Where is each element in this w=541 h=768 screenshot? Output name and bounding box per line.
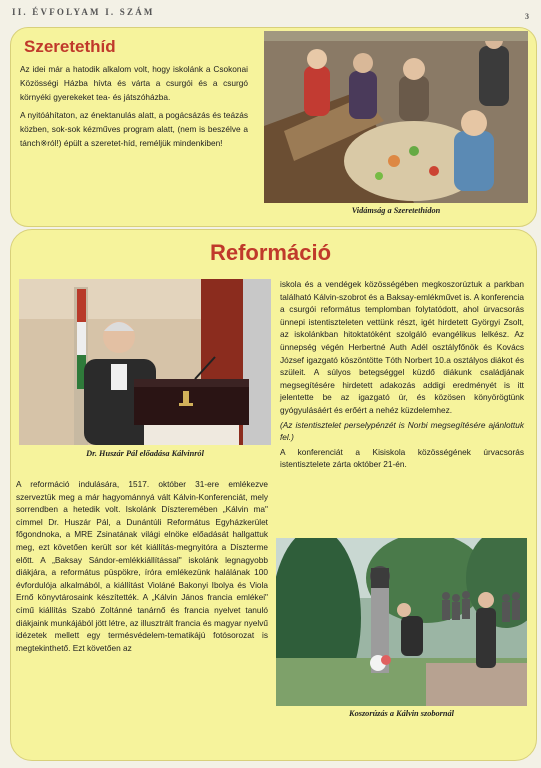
article2-left-paragraph: A reformáció indulására, 1517. október 31-ere emlékezve szerveztük meg a már hagyománnyá vált Kálvin-Konferenciát, mely sorrendben a hetedik volt. Iskolánk Díszteremében „Kálvin ma" címmel Dr. Huszár Pál, a Dunántúli Református Egyházkerület főgondnoka, a MRE Zsinatának világi elnöke előadását hallgattuk meg, ezt követően került sor két kiállítás-megnyitóra a Díszterme előtt. A „Baksay Sándor-emlékkiállítással" iskolánk legnagyobb diákjára, a református püspökre, íróra emlékezünk halálának 100 évfordulója alkalmából, a kiállítást Violáné Bakonyi Ibolya és Viola Ernő könyvtárosaink készítették. A „Kálvin János francia emlékei" című kiállítás Szabó Zoltánné tanárnő és francia nyelvet tanuló diákjaink munkájából jött létre, az illusztrált francia és magyar nyelvű idézetek mellett egy termésvédelem-tematikájú fotósorozat is megtekinthető. Ezt követően az	[16, 479, 268, 653]
article2-title: Reformáció	[209, 240, 332, 265]
issue-header: II. ÉVFOLYAM I. SZÁM	[12, 7, 155, 17]
article2-left-text	[16, 478, 268, 656]
article1-paragraph-2: A nyitóáhítaton, az énektanulás alatt, a pogácsázás és teázás közben, sok-sok kézműves program alatt, (nem is beszélve a tánch※ról!) épült a szeretet-híd, reméljük mindenkiben!	[20, 110, 248, 148]
article1-title: Szeretethíd	[24, 37, 116, 56]
article1-text	[20, 62, 248, 154]
statue-wreath-photo	[276, 538, 527, 706]
article1-paragraph-1: Az idei már a hatodik alkalom volt, hogy iskolánk a Csokonai Közösségi Házba hívta és várta a csurgói és a csurgó környéki gyerekeket tea- és játszóházba.	[20, 64, 248, 102]
page-number: 3	[525, 12, 529, 21]
statue-photo-caption: Koszorúzás a Kálvin szobornál	[349, 709, 454, 718]
article2-right-paragraph-2: (Az istentisztelet perselypénzét is Norbi megsegítésére ajánlottuk fel.)	[280, 419, 524, 443]
article2-right-paragraph-1: iskola és a vendégek közösségében megkoszorúztuk a parkban található Kálvin-szobrot és a Baksay-emlékművet is. A konferencia a csurgói református templomban folytatódott, ahol úrvacsorás ünnepi istentiszteleten vettünk részt, igét hirdetett Györgyi Zsolt, az iskolánkban hitoktatóként szolgáló evangélikus lelkész. Az ünnepség végén Herbertné Auth Adél osztályfőnök és Kovács József igazgató köszöntötte Tóth Norbert 10.a osztályos diákot és szüleit. A súlyos betegséggel küzdő diákunk családjának megsegítésére hirdetett adakozás addigi eredményét is itt jelentette be az igazgató úr, és közösen könyörögtünk gyógyulásáért és erőért a nehéz küzdelemhez.	[280, 279, 524, 415]
article2-right-text	[280, 278, 524, 473]
article2-right-paragraph-3: A konferenciát a Kisiskola közösségének úrvacsorás istentisztelete zárta október 21-én.	[280, 446, 524, 470]
lecture-photo-caption: Dr. Huszár Pál előadása Kálvinról	[86, 449, 204, 458]
kids-crafts-photo	[264, 31, 528, 203]
lecture-photo	[19, 279, 271, 445]
kids-photo-caption: Vidámság a Szeretethídon	[351, 206, 441, 215]
